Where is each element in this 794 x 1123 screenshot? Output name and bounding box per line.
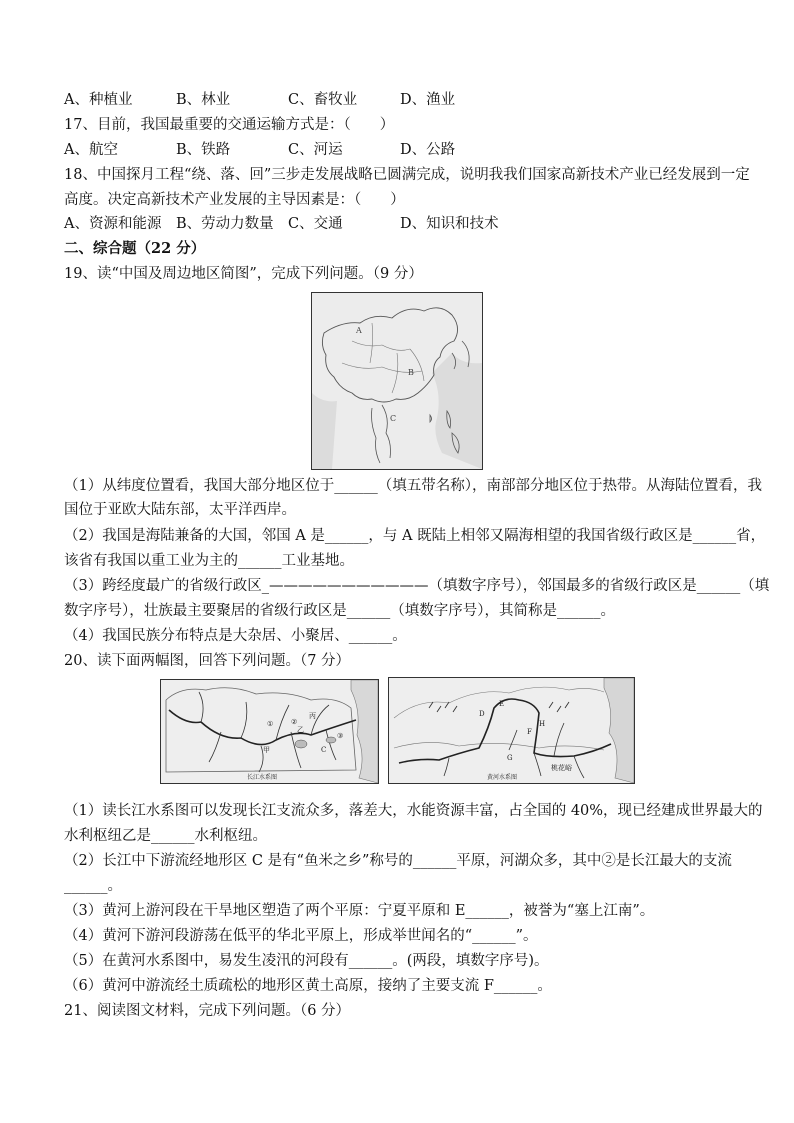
- yangtze-river-map-drawing: [161, 680, 378, 783]
- yellow-river-map: [388, 677, 635, 784]
- q19-stem: 19、读“中国及周边地区简图”，完成下列问题。（9 分）: [64, 266, 423, 282]
- map-label-c: C: [390, 414, 397, 423]
- q20-sub1-line2: 水利枢纽乙是______水利枢纽。: [64, 828, 267, 844]
- q21-stem: 21、阅读图文材料，完成下列问题。（6 分）: [64, 1003, 351, 1019]
- q17-option-c: C、河运: [288, 142, 343, 158]
- q18-stem-line2: 高度。决定高新技术产业发展的主导因素是：（ ）: [64, 192, 405, 208]
- cj-label-1: ①: [267, 720, 274, 728]
- q16-option-d: D、渔业: [400, 92, 456, 108]
- q20-sub3: （3）黄河上游河段在干旱地区塑造了两个平原：宁夏平原和 E______，被誉为“塞上江南”。: [64, 903, 655, 919]
- cj-label-yi: 乙: [297, 726, 304, 734]
- q17-option-a: A、航空: [64, 142, 118, 158]
- hh-label-h: H: [539, 720, 546, 728]
- hh-label-g: G: [507, 754, 513, 762]
- q20-sub5: （5）在黄河水系图中，易发生凌汛的河段有______。(两段，填数字序号)。: [64, 953, 549, 969]
- q17-option-d: D、公路: [400, 142, 456, 158]
- yellow-river-map-caption: 黄河水系图: [487, 774, 518, 781]
- q19-sub2-line2: 该省有我国以重工业为主的______工业基地。: [64, 553, 354, 569]
- map-label-b: B: [408, 368, 414, 377]
- q20-sub2-line2: ______。: [64, 878, 122, 894]
- q19-sub3-line1: （3）跨经度最广的省级行政区_———————————（填数字序号），邻国最多的省级行政区是______（填: [64, 578, 770, 594]
- q20-sub6: （6）黄河中游流经土质疏松的地形区黄土高原，接纳了主要支流 F______。: [64, 978, 552, 994]
- cj-label-2: ②: [291, 718, 298, 726]
- q18-options: [64, 214, 499, 234]
- china-region-map-drawing: [312, 293, 482, 469]
- q19-sub2-line1: （2）我国是海陆兼备的大国，邻国 A 是______，与 A 既陆上相邻又隔海相望的我国省级行政区是______省，: [64, 528, 766, 544]
- q19-sub4: （4）我国民族分布特点是大杂居、小聚居、______。: [64, 628, 407, 644]
- q18-stem-line1: 18、中国探月工程“绕、落、回”三步走发展战略已圆满完成，说明我我们国家高新技术产业已经发展到一定: [64, 167, 750, 183]
- q19-sub1-line1: （1）从纬度位置看，我国大部分地区位于______（填五带名称），南部部分地区位于热带。从海陆位置看，我: [64, 478, 762, 494]
- q20-sub1-line1: （1）读长江水系图可以发现长江支流众多，落差大，水能资源丰富，占全国的 40%，现已经建成世界最大的: [64, 803, 763, 819]
- q17-options: [64, 140, 455, 160]
- q18-option-b: B、劳动力数量: [176, 216, 274, 232]
- q17-option-b: B、铁路: [176, 142, 231, 158]
- section-2-title: 二、综合题（22 分）: [64, 240, 206, 257]
- cj-label-c: C: [321, 746, 327, 754]
- hh-label-taohuayu: 桃花峪: [551, 764, 572, 772]
- cj-label-3: ③: [337, 732, 344, 740]
- cj-label-bing: 丙: [309, 712, 316, 720]
- hh-label-e: E: [499, 700, 505, 708]
- q16-option-c: C、畜牧业: [288, 92, 358, 108]
- q18-option-c: C、交通: [288, 216, 343, 232]
- q20-sub4: （4）黄河下游河段游荡在低平的华北平原上，形成举世闻名的“______”。: [64, 928, 538, 944]
- yellow-river-map-drawing: [389, 678, 634, 783]
- q16-option-b: B、林业: [176, 92, 231, 108]
- cj-label-jia: 甲: [263, 746, 270, 754]
- q19-sub1-line2: 国位于亚欧大陆东部，太平洋西岸。: [64, 502, 296, 518]
- q20-sub2-line1: （2）长江中下游流经地形区 C 是有“鱼米之乡”称号的______平原，河湖众多，其中②是长江最大的支流: [64, 853, 732, 869]
- q17-stem: 17、目前，我国最重要的交通运输方式是：（ ）: [64, 117, 395, 133]
- q19-sub3-line2: 数字序号），壮族最主要聚居的省级行政区是______（填数字序号），其简称是______。: [64, 603, 615, 619]
- china-region-map: [311, 292, 483, 470]
- yangtze-map-caption: 长江水系图: [247, 774, 278, 781]
- q16-option-a: A、种植业: [64, 92, 133, 108]
- q18-option-d: D、知识和技术: [400, 216, 499, 232]
- map-label-a: A: [356, 326, 362, 335]
- hh-label-f: F: [527, 728, 532, 736]
- q20-stem: 20、读下面两幅图，回答下列问题。（7 分）: [64, 653, 351, 669]
- hh-label-d: D: [479, 710, 485, 718]
- yangtze-river-map: [160, 679, 379, 784]
- q16-options: [64, 90, 455, 110]
- q18-option-a: A、资源和能源: [64, 216, 162, 232]
